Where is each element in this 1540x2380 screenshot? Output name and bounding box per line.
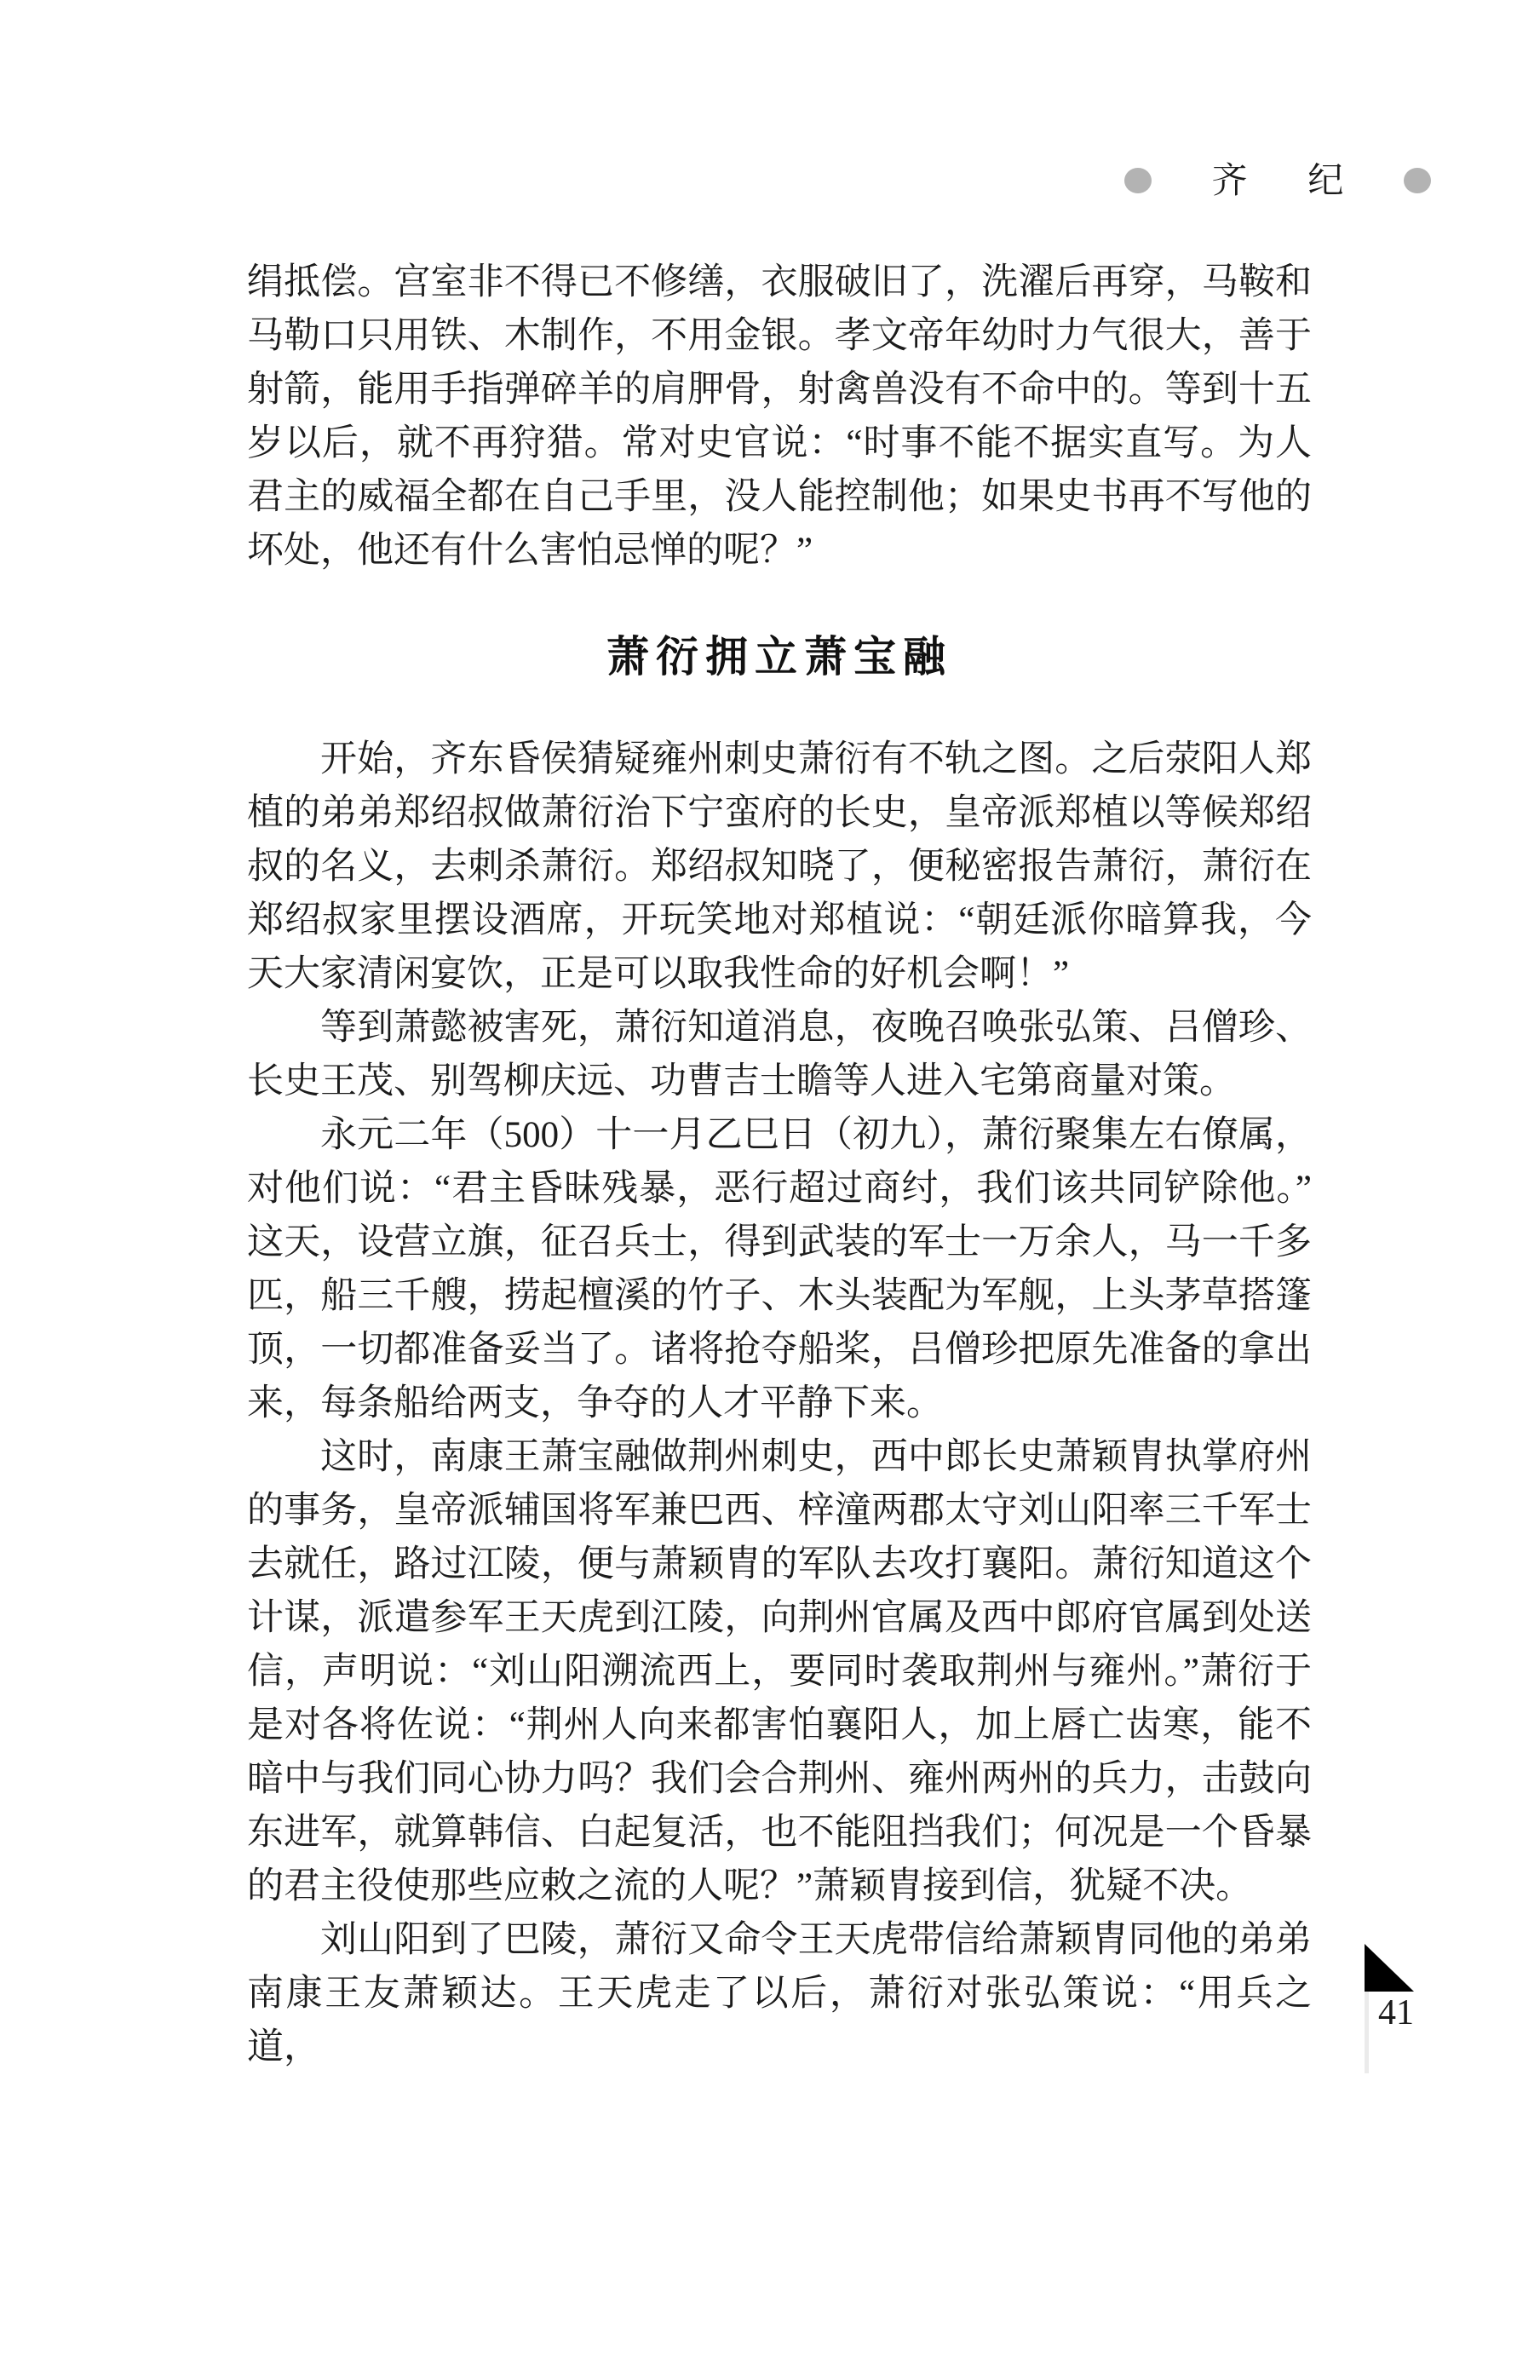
body-paragraph: 开始，齐东昏侯猜疑雍州刺史萧衍有不轨之图。之后荥阳人郑植的弟弟郑绍叔做萧衍治下宁蛮府的长史，皇帝派郑植以等候郑绍叔的名义，去刺杀萧衍。郑绍叔知晓了，便秘密报告萧衍，萧衍在郑绍叔家里摆设酒席，开玩笑地对郑植说：“朝廷派你暗算我，今天大家清闲宴饮，正是可以取我性命的好机会啊！” xyxy=(247,739,1312,994)
page-edge-line xyxy=(1365,1992,1369,2073)
body-paragraph: 刘山阳到了巴陵，萧衍又命令王天虎带信给萧颖胄同他的弟弟南康王友萧颖达。王天虎走了以后，萧衍对张弘策说：“用兵之道， xyxy=(247,1920,1312,2067)
section-heading: 萧衍拥立萧宝融 xyxy=(606,632,952,681)
decorative-dot-icon xyxy=(1404,168,1431,193)
body-paragraph: 永元二年（500）十一月乙巳日（初九），萧衍聚集左右僚属，对他们说：“君主昏昧残暴，恶行超过商纣，我们该共同铲除他。”这天，设营立旗，征召兵士，得到武装的军士一万余人，马一千多匹，船三千艘，捞起檀溪的竹子、木头装配为军舰，上头茅草搭篷顶，一切都准备妥当了。诸将抢夺船桨，吕僧珍把原先准备的拿出来，每条船给两支，争夺的人才平静下来。 xyxy=(247,1115,1312,1423)
running-header-title-char-2: 纪 xyxy=(1307,159,1344,201)
page-number: 41 xyxy=(1378,1993,1414,2032)
fold-corner-icon xyxy=(1365,1944,1414,1992)
body-paragraph: 这时，南康王萧宝融做荆州刺史，西中郎长史萧颖胄执掌府州的事务，皇帝派辅国将军兼巴西、梓潼两郡太守刘山阳率三千军士去就任，路过江陵，便与萧颖胄的军队去攻打襄阳。萧衍知道这个计谋，派遣参军王天虎到江陵，向荆州官属及西中郎府官属到处送信，声明说：“刘山阳溯流西上，要同时袭取荆州与雍州。”萧衍于是对各将佐说：“荆州人向来都害怕襄阳人，加上唇亡齿寒，能不暗中与我们同心协力吗？我们会合荆州、雍州两州的兵力，击鼓向东进军，就算韩信、白起复活，也不能阻挡我们；何况是一个昏暴的君主役使那些应敕之流的人呢？”萧颖胄接到信，犹疑不决。 xyxy=(247,1437,1312,1906)
body-paragraph: 等到萧懿被害死，萧衍知道消息，夜晚召唤张弘策、吕僧珍、长史王茂、别驾柳庆远、功曹吉士瞻等人进入宅第商量对策。 xyxy=(247,1008,1312,1101)
running-header xyxy=(1124,160,1431,201)
intro-paragraph: 绢抵偿。宫室非不得已不修缮，衣服破旧了，洗濯后再穿，马鞍和马勒口只用铁、木制作，不用金银。孝文帝年幼时力气很大，善于射箭，能用手指弹碎羊的肩胛骨，射禽兽没有不命中的。等到十五岁以后，就不再狩猎。常对史官说：“时事不能不据实直写。为人君主的威福全都在自己手里，没人能控制他；如果史书再不写他的坏处，他还有什么害怕忌惮的呢？” xyxy=(247,262,1312,571)
decorative-dot-icon xyxy=(1124,168,1152,193)
running-header-title-char-1: 齐 xyxy=(1211,159,1248,201)
text-block xyxy=(247,256,1312,2074)
